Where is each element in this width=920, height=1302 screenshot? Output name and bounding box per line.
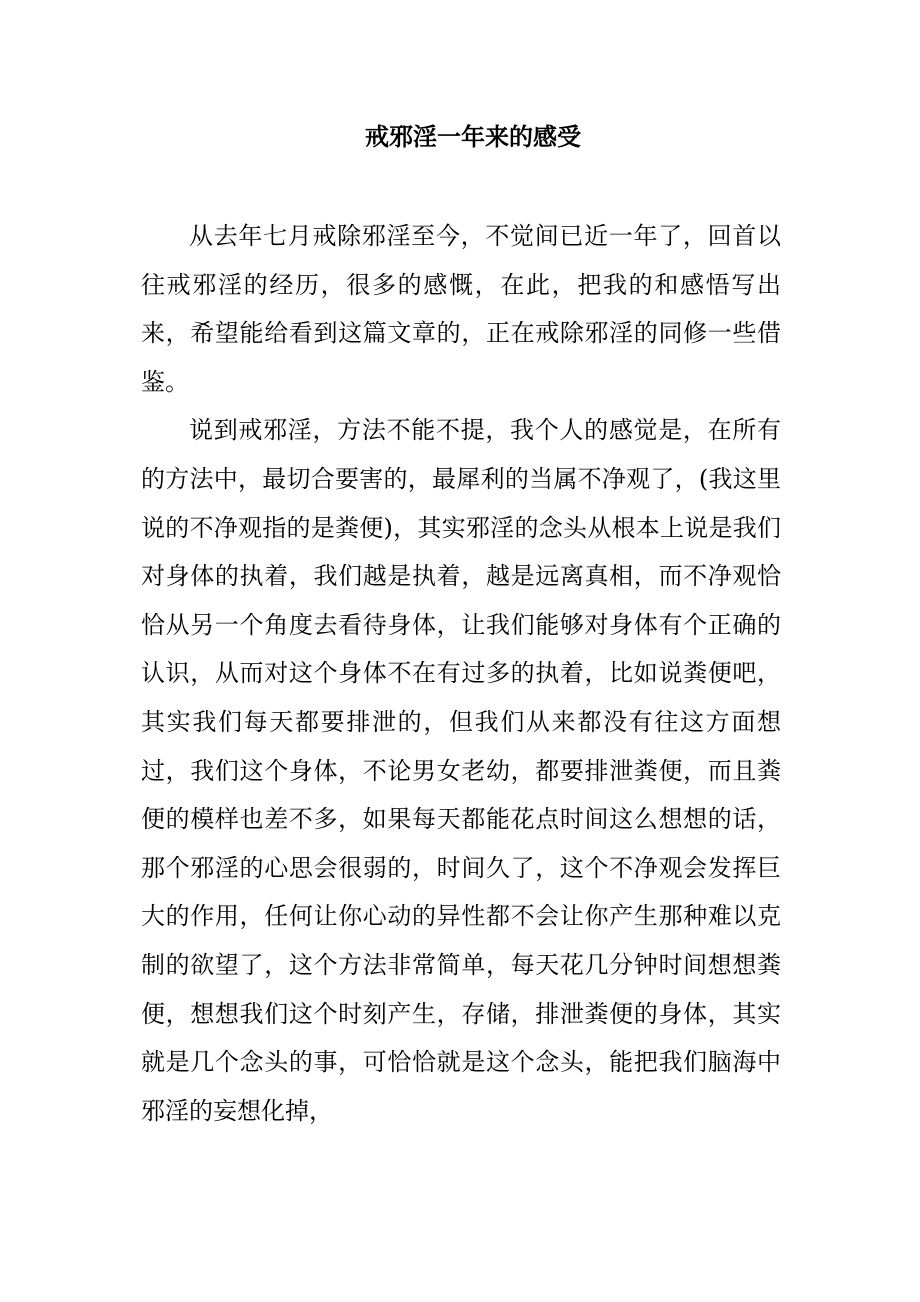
paragraph: 说到戒邪淫，方法不能不提，我个人的感觉是，在所有的方法中，最切合要害的，最犀利的当属不净观了，(我这里说的不净观指的是粪便)，其实邪淫的念头从根本上说是我们对身体的执着，我们越是执着，越是远离真相，而不净观恰恰从另一个角度去看待身体，让我们能够对身体有个正确的认识，从而对这个身体不在有过多的执着，比如说粪便吧，其实我们每天都要排泄的，但我们从来都没有往这方面想过，我们这个身体，不论男女老幼，都要排泄粪便，而且粪便的模样也差不多，如果每天都能花点时间这么想想的话，那个邪淫的心思会很弱的，时间久了，这个不净观会发挥巨大的作用，任何让你心动的异性都不会让你产生那种难以克制的欲望了，这个方法非常简单，每天花几分钟时间想想粪便，想想我们这个时刻产生，存储，排泄粪便的身体，其实就是几个念头的事，可恰恰就是这个念头，能把我们脑海中邪淫的妄想化掉， bbox=[141, 416, 781, 1125]
document-title: 戒邪淫一年来的感受 bbox=[365, 122, 581, 151]
paragraph: 从去年七月戒除邪淫至今，不觉间已近一年了，回首以往戒邪淫的经历，很多的感慨，在此，把我的和感悟写出来，希望能给看到这篇文章的，正在戒除邪淫的同修一些借鉴。 bbox=[141, 222, 781, 396]
document-body bbox=[141, 212, 781, 1135]
